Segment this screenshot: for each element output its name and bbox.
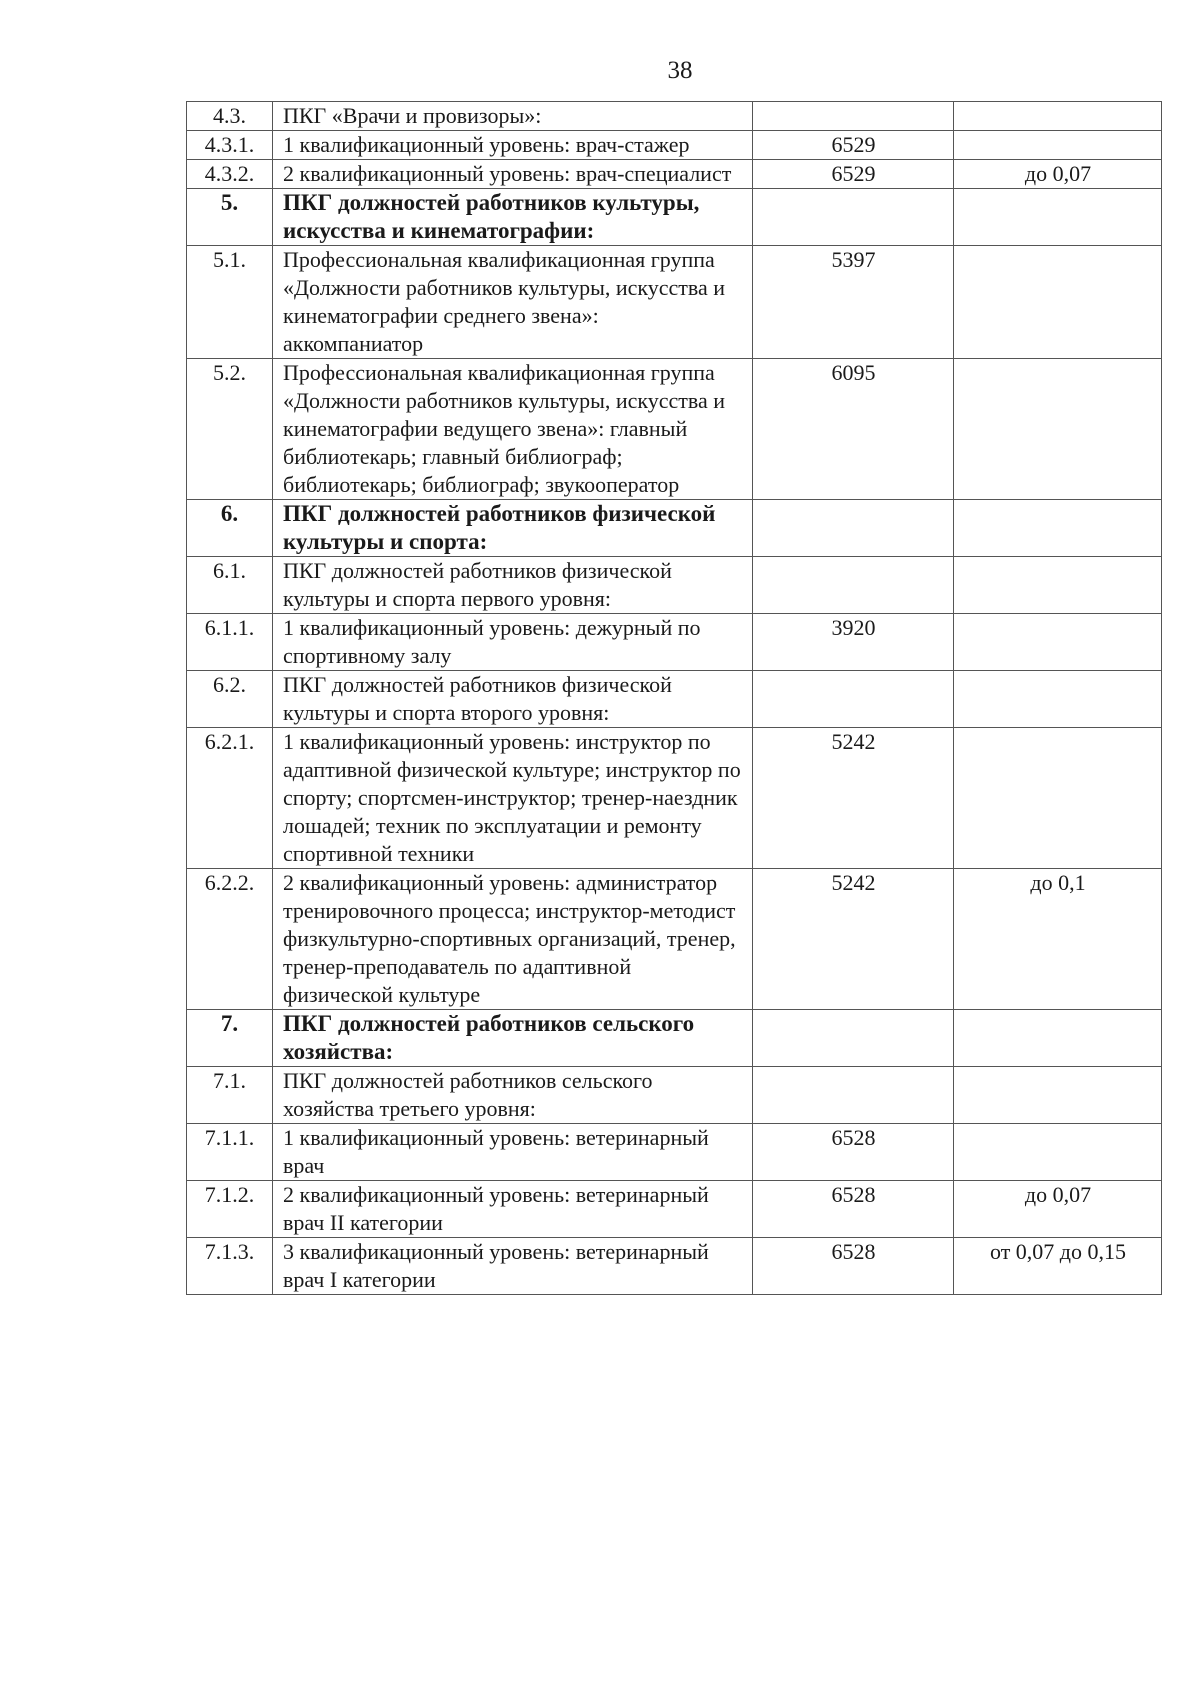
position-name: 3 квалификационный уровень: ветеринарный врач I категории: [273, 1238, 753, 1295]
coefficient-value: [954, 131, 1162, 160]
salary-value: 5242: [753, 869, 954, 1010]
table-row: [187, 1067, 1162, 1124]
row-number: 4.3.2.: [187, 160, 273, 189]
coefficient-value: [954, 1124, 1162, 1181]
row-number: 6.2.: [187, 671, 273, 728]
coefficient-value: [954, 671, 1162, 728]
table-row: [187, 869, 1162, 1010]
salary-value: 6529: [753, 160, 954, 189]
salary-value: 3920: [753, 614, 954, 671]
row-number: 7.: [187, 1010, 273, 1067]
salary-value: 6528: [753, 1181, 954, 1238]
coefficient-value: [954, 728, 1162, 869]
position-name: Профессиональная квалификационная группа «Должности работников культуры, искусства и кинематографии среднего звена»: аккомпаниатор: [273, 246, 753, 359]
table-row: [187, 131, 1162, 160]
coefficient-value: до 0,1: [954, 869, 1162, 1010]
salary-value: 6529: [753, 131, 954, 160]
coefficient-value: [954, 614, 1162, 671]
table-row: [187, 102, 1162, 131]
coefficient-value: [954, 189, 1162, 246]
coefficient-value: [954, 359, 1162, 500]
position-name: 1 квалификационный уровень: дежурный по спортивному залу: [273, 614, 753, 671]
coefficient-value: [954, 246, 1162, 359]
coefficient-value: [954, 500, 1162, 557]
row-number: 5.: [187, 189, 273, 246]
row-number: 6.1.1.: [187, 614, 273, 671]
table-row: [187, 728, 1162, 869]
salary-value: [753, 189, 954, 246]
position-name: ПКГ «Врачи и провизоры»:: [273, 102, 753, 131]
section-row: [187, 500, 1162, 557]
page-number: 38: [667, 57, 693, 84]
coefficient-value: [954, 1067, 1162, 1124]
table-body: [187, 102, 1162, 1295]
table-row: [187, 671, 1162, 728]
coefficient-value: до 0,07: [954, 160, 1162, 189]
position-name: 1 квалификационный уровень: инструктор по адаптивной физической культуре; инструктор по спорту; спортсмен-инструктор; тренер-наездник лошадей; техник по эксплуатации и ремонту спортивной техники: [273, 728, 753, 869]
salary-value: [753, 102, 954, 131]
table-row: [187, 1238, 1162, 1295]
salary-value: [753, 500, 954, 557]
salary-table: [186, 101, 1162, 1295]
coefficient-value: до 0,07: [954, 1181, 1162, 1238]
position-name: ПКГ должностей работников культуры, искусства и кинематографии:: [273, 189, 753, 246]
table-row: [187, 160, 1162, 189]
row-number: 7.1.3.: [187, 1238, 273, 1295]
section-row: [187, 189, 1162, 246]
row-number: 5.2.: [187, 359, 273, 500]
coefficient-value: [954, 557, 1162, 614]
row-number: 6.2.2.: [187, 869, 273, 1010]
table-row: [187, 1181, 1162, 1238]
salary-value: [753, 671, 954, 728]
salary-value: 6095: [753, 359, 954, 500]
row-number: 4.3.1.: [187, 131, 273, 160]
position-name: Профессиональная квалификационная группа «Должности работников культуры, искусства и кинематографии ведущего звена»: главный библиотекарь; главный библиограф; библиотекарь; библиограф; звукооператор: [273, 359, 753, 500]
section-row: [187, 1010, 1162, 1067]
row-number: 6.2.1.: [187, 728, 273, 869]
row-number: 5.1.: [187, 246, 273, 359]
position-name: 2 квалификационный уровень: администратор тренировочного процесса; инструктор-методист физкультурно-спортивных организаций, тренер, тренер-преподаватель по адаптивной физической культуре: [273, 869, 753, 1010]
row-number: 7.1.1.: [187, 1124, 273, 1181]
position-name: ПКГ должностей работников физической культуры и спорта:: [273, 500, 753, 557]
salary-value: [753, 1067, 954, 1124]
position-name: ПКГ должностей работников сельского хозяйства третьего уровня:: [273, 1067, 753, 1124]
position-name: ПКГ должностей работников физической культуры и спорта второго уровня:: [273, 671, 753, 728]
table-row: [187, 614, 1162, 671]
salary-value: [753, 557, 954, 614]
coefficient-value: [954, 102, 1162, 131]
position-name: ПКГ должностей работников сельского хозяйства:: [273, 1010, 753, 1067]
salary-value: 6528: [753, 1238, 954, 1295]
position-name: 2 квалификационный уровень: ветеринарный врач II категории: [273, 1181, 753, 1238]
coefficient-value: от 0,07 до 0,15: [954, 1238, 1162, 1295]
row-number: 4.3.: [187, 102, 273, 131]
row-number: 6.1.: [187, 557, 273, 614]
row-number: 7.1.2.: [187, 1181, 273, 1238]
salary-value: [753, 1010, 954, 1067]
table-row: [187, 1124, 1162, 1181]
table-row: [187, 359, 1162, 500]
coefficient-value: [954, 1010, 1162, 1067]
position-name: 1 квалификационный уровень: врач-стажер: [273, 131, 753, 160]
salary-value: 5397: [753, 246, 954, 359]
row-number: 7.1.: [187, 1067, 273, 1124]
salary-value: 6528: [753, 1124, 954, 1181]
salary-value: 5242: [753, 728, 954, 869]
row-number: 6.: [187, 500, 273, 557]
position-name: ПКГ должностей работников физической культуры и спорта первого уровня:: [273, 557, 753, 614]
table-row: [187, 557, 1162, 614]
position-name: 2 квалификационный уровень: врач-специалист: [273, 160, 753, 189]
table-row: [187, 246, 1162, 359]
position-name: 1 квалификационный уровень: ветеринарный врач: [273, 1124, 753, 1181]
